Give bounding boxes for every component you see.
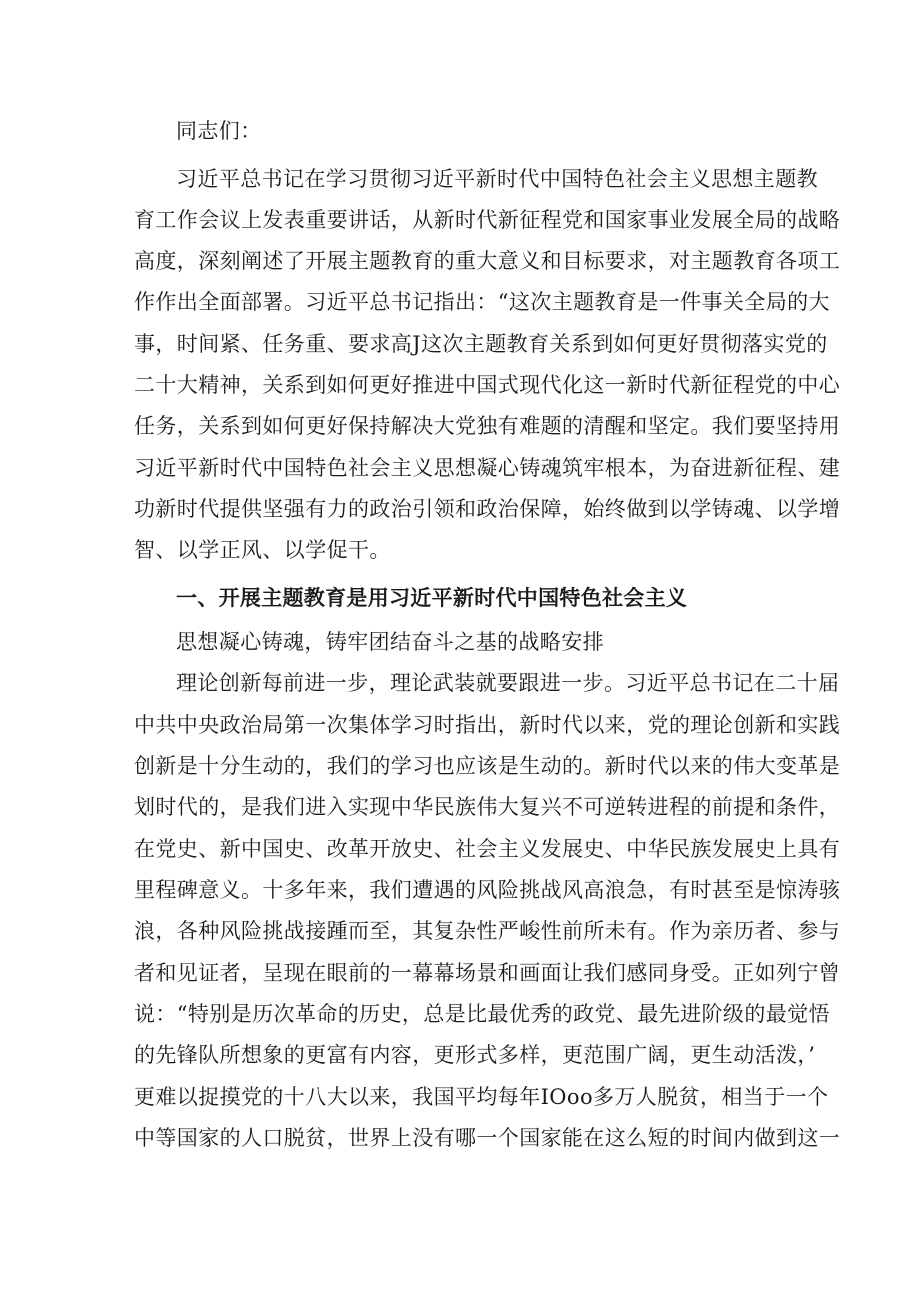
paragraph-line: 创新是十分生动的，我们的学习也应该是生动的。新时代以来的伟大变革是 (134, 754, 841, 778)
paragraph-line: 说：“特别是历次革命的历史，总是比最优秀的政党、最先进阶级的最觉悟 (134, 1002, 830, 1026)
paragraph-line: 划时代的，是我们进入实现中华民族伟大复兴不可逆转进程的前提和条件， (134, 795, 841, 819)
paragraph-line: 功新时代提供坚强有力的政治引领和政治保障，始终做到以学铸魂、以学增 (134, 497, 841, 521)
paragraph-line: 在党史、新中国史、改革开放史、社会主义发展史、中华民族发展史上具有 (134, 837, 841, 861)
section-subheading: 思想凝心铸魂，铸牢团结奋斗之基的战略安排 (176, 630, 604, 654)
paragraph-line: 作作出全面部署。习近平总书记指出：“这次主题教育是一件事关全局的大 (134, 290, 830, 314)
paragraph-line: 任务，关系到如何更好保持解决大党独有难题的清醒和坚定。我们要坚持用 (134, 414, 841, 438)
paragraph-line: 中等国家的人口脱贫，世界上没有哪一个国家能在这么短的时间内做到这一 (134, 1126, 841, 1150)
paragraph-line: 习近平总书记在学习贯彻习近平新时代中国特色社会主义思想主题教 (176, 167, 818, 191)
paragraph-line: 高度，深刻阐述了开展主题教育的重大意义和目标要求，对主题教育各项工 (134, 249, 841, 273)
paragraph-line: 智、以学正风、以学促干。 (134, 538, 391, 562)
salutation: 同志们： (176, 119, 262, 143)
paragraph-line: 浪，各种风险挑战接踵而至，其复杂性严峻性前所未有。作为亲历者、参与 (134, 919, 841, 943)
paragraph-line: 育工作会议上发表重要讲话，从新时代新征程党和国家事业发展全局的战略 (134, 208, 841, 232)
paragraph-line: 二十大精神，关系到如何更好推进中国式现代化这一新时代新征程党的中心 (134, 373, 841, 397)
paragraph-line: 事，时间紧、任务重、要求高J这次主题教育关系到如何更好贯彻落实党的 (134, 332, 828, 356)
paragraph-line: 习近平新时代中国特色社会主义思想凝心铸魂筑牢根本，为奋进新征程、建 (134, 456, 841, 480)
section-heading: 一、开展主题教育是用习近平新时代中国特色社会主义 (176, 586, 688, 610)
paragraph-line: 者和见证者，呈现在眼前的一幕幕场景和画面让我们感同身受。正如列宁曾 (134, 961, 841, 985)
paragraph-line: 理论创新每前进一步，理论武装就要跟进一步。习近平总书记在二十届 (176, 671, 840, 695)
paragraph-line: 中共中央政治局第一次集体学习时指出，新时代以来，党的理论创新和实践 (134, 713, 841, 737)
paragraph-line: 更难以捉摸党的十八大以来，我国平均每年IOoo多万人脱贫，相当于一个 (134, 1085, 829, 1109)
paragraph-line: 里程碑意义。十多年来，我们遭遇的风险挑战风高浪急，有时甚至是惊涛骇 (134, 878, 841, 902)
paragraph-line: 的先锋队所想象的更富有内容，更形式多样，更范围广阔，更生动活泼，’ (134, 1043, 816, 1067)
